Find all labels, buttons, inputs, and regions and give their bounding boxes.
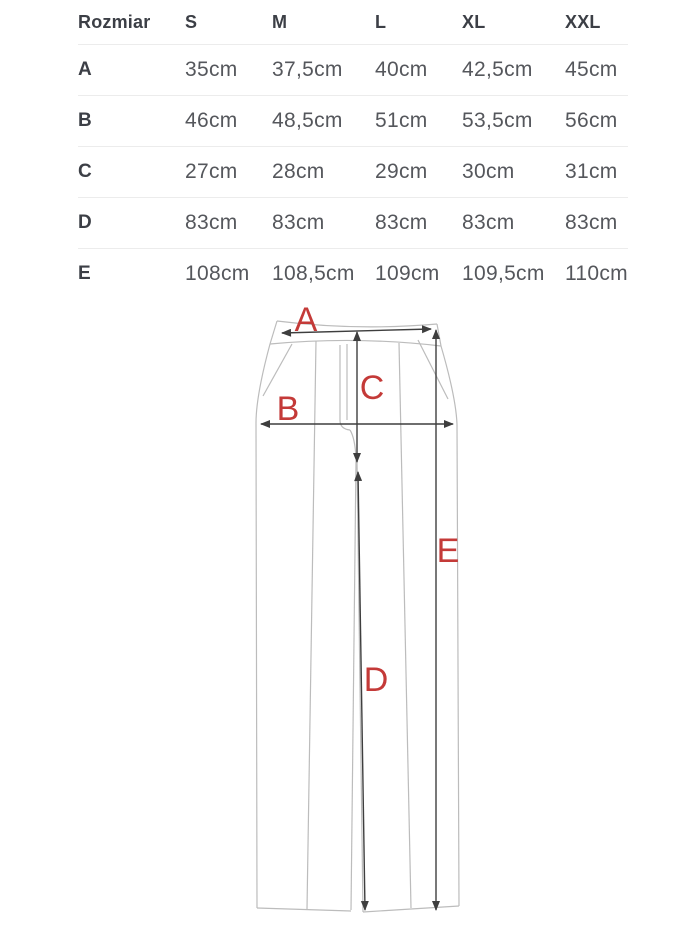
value-a-s: 35cm [185,58,238,81]
value-d-m: 83cm [272,211,325,234]
value-e-m: 108,5cm [272,262,355,285]
value-a-xxl: 45cm [565,58,618,81]
dimension-label-b: B [276,390,300,428]
value-a-xl: 42,5cm [462,58,533,81]
waistband-right-side [437,324,441,346]
table-row-e [78,248,628,299]
row-label-b: B [78,110,92,131]
table-row-b [78,95,628,146]
waistband-bottom-edge [270,340,441,346]
value-c-s: 27cm [185,160,238,183]
waistband-left-side [270,321,277,344]
dimension-labels [277,301,460,699]
value-e-xl: 109,5cm [462,262,545,285]
value-c-xl: 30cm [462,160,515,183]
left-outer-seam [256,344,270,908]
size-table [78,0,628,299]
value-e-s: 108cm [185,262,250,285]
crotch-rise-line [350,430,356,458]
row-label-d: D [78,212,92,233]
dimension-label-c: C [359,369,385,407]
dimension-label-d: D [363,661,389,699]
right-pocket-line [418,340,448,399]
header-size-xl: XL [462,11,486,32]
left-leg-crease [307,341,316,909]
table-row-a [78,44,628,95]
trousers-measurement-diagram [0,295,700,933]
value-e-l: 109cm [375,262,440,285]
value-d-xl: 83cm [462,211,515,234]
header-size-l: L [375,11,387,32]
left-hem [257,908,351,911]
right-leg-crease [399,343,411,908]
row-label-a: A [78,59,92,80]
value-a-l: 40cm [375,58,428,81]
header-rozmiar: Rozmiar [78,11,151,32]
right-outer-seam [441,346,459,906]
value-b-s: 46cm [185,109,238,132]
value-d-xxl: 83cm [565,211,618,234]
dimension-label-a: A [294,301,318,339]
fly-left-line [340,345,350,430]
header-size-s: S [185,11,198,32]
left-inseam [351,460,356,910]
row-label-c: C [78,161,92,182]
header-size-m: M [272,11,288,32]
value-d-s: 83cm [185,211,238,234]
value-c-xxl: 31cm [565,160,618,183]
value-c-l: 29cm [375,160,428,183]
header-size-xxl: XXL [565,11,601,32]
value-b-m: 48,5cm [272,109,343,132]
size-table-header-row [78,0,628,44]
value-b-xxl: 56cm [565,109,618,132]
table-row-c [78,146,628,197]
dimension-label-e: E [436,532,460,570]
value-e-xxl: 110cm [565,262,628,285]
table-row-d [78,197,628,248]
value-a-m: 37,5cm [272,58,343,81]
row-label-e: E [78,263,91,284]
value-d-l: 83cm [375,211,428,234]
value-b-xl: 53,5cm [462,109,533,132]
value-c-m: 28cm [272,160,325,183]
value-b-l: 51cm [375,109,428,132]
